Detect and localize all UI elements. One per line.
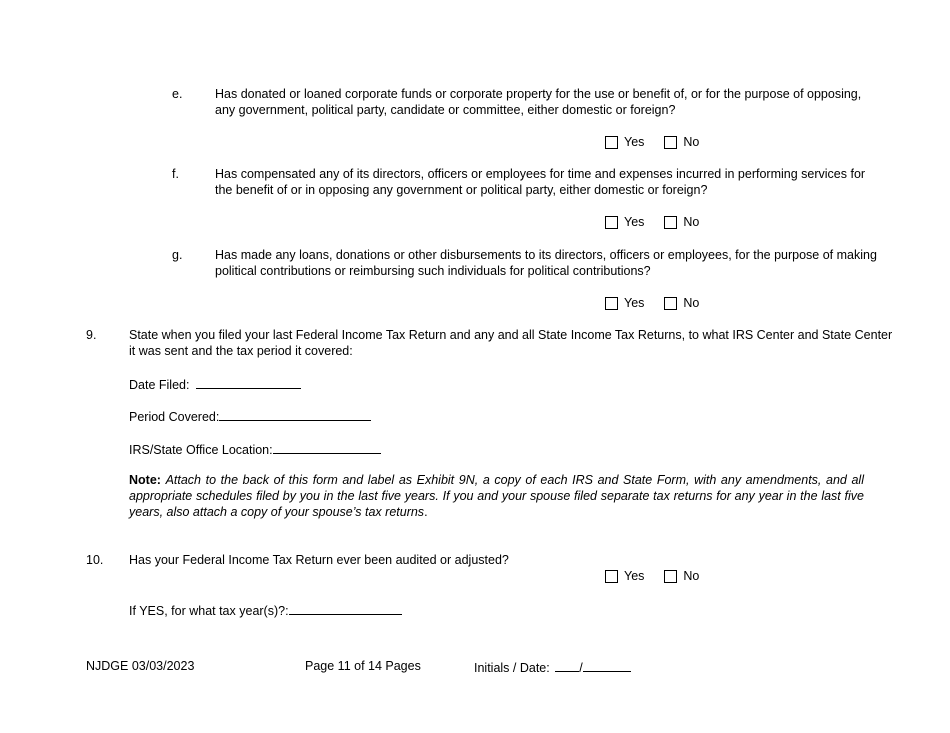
item-g-no-option[interactable]	[664, 296, 699, 310]
irs-location-field[interactable]	[273, 440, 381, 454]
irs-location-row	[129, 440, 381, 458]
initials-date-label: Initials / Date:	[474, 661, 550, 675]
yes-label: Yes	[624, 296, 645, 310]
item-g-text-line1: Has made any loans, donations or other disbursements to its directors, officers or employees, for the purpose of making	[215, 248, 877, 262]
item-g-no-checkbox[interactable]	[664, 297, 677, 310]
item-f-text-line2: the benefit of or in opposing any government or political party, either domestic or foreign?	[215, 183, 708, 197]
tax-years-field[interactable]	[289, 601, 402, 615]
item-g-yes-option[interactable]	[605, 296, 644, 310]
item-g-answer	[605, 295, 699, 311]
item-e-text-line1: Has donated or loaned corporate funds or corporate property for the use or benefit of, or for the purpose of opposing,	[215, 87, 862, 101]
question-10-number: 10.	[86, 553, 104, 567]
question-10-yes-option[interactable]	[605, 569, 644, 583]
question-10-answer	[605, 568, 699, 584]
question-10-no-option[interactable]	[664, 569, 699, 583]
item-e-letter: e.	[172, 87, 183, 101]
item-e-text-line2: any government, political party, candidate or committee, either domestic or foreign?	[215, 103, 676, 117]
footer-form-id: NJDGE 03/03/2023	[86, 659, 195, 673]
note-label: Note:	[129, 473, 161, 487]
initials-date-separator: /	[579, 661, 583, 675]
initials-field[interactable]	[555, 658, 579, 672]
yes-label: Yes	[624, 569, 645, 583]
question-9-text-line2: it was sent and the tax period it covered:	[129, 344, 353, 358]
yes-label: Yes	[624, 135, 645, 149]
item-g-yes-checkbox[interactable]	[605, 297, 618, 310]
no-label: No	[683, 296, 700, 310]
no-label: No	[683, 569, 700, 583]
item-e-no-checkbox[interactable]	[664, 136, 677, 149]
question-10-no-checkbox[interactable]	[664, 570, 677, 583]
note-text: Attach to the back of this form and label as Exhibit 9N, a copy of each IRS and State Form, with any amendments, and all appropriate schedules filed by you in the last five years. If you and your spouse filed separate tax returns for any year in the last five years, also attach a copy of your spouse’s tax returns	[129, 473, 864, 519]
item-f-letter: f.	[172, 167, 179, 181]
tax-years-label: If YES, for what tax year(s)?:	[129, 604, 289, 618]
item-f-yes-checkbox[interactable]	[605, 216, 618, 229]
question-9-number: 9.	[86, 328, 97, 342]
item-f-no-checkbox[interactable]	[664, 216, 677, 229]
item-g-letter: g.	[172, 248, 183, 262]
period-covered-row	[129, 407, 371, 425]
date-field[interactable]	[583, 658, 631, 672]
no-label: No	[683, 135, 700, 149]
yes-label: Yes	[624, 215, 645, 229]
item-e-no-option[interactable]	[664, 135, 699, 149]
question-9-text-line1: State when you filed your last Federal Income Tax Return and any and all State Income Tax Returns, to what IRS Center and State Center	[129, 328, 893, 342]
item-f-answer	[605, 214, 699, 230]
item-e-yes-option[interactable]	[605, 135, 644, 149]
question-10-text: Has your Federal Income Tax Return ever been audited or adjusted?	[129, 553, 509, 567]
item-f-yes-option[interactable]	[605, 215, 644, 229]
irs-location-label: IRS/State Office Location:	[129, 443, 273, 457]
footer-page-number: Page 11 of 14 Pages	[305, 659, 421, 673]
note-end: .	[424, 505, 428, 519]
item-f-text-line1: Has compensated any of its directors, officers or employees for time and expenses incurred in performing services for	[215, 167, 866, 181]
no-label: No	[683, 215, 700, 229]
item-e-answer	[605, 134, 699, 150]
date-filed-field[interactable]	[196, 375, 301, 389]
date-filed-row	[129, 375, 301, 393]
item-g-text-line2: political contributions or reimbursing such individuals for political contributions?	[215, 264, 651, 278]
tax-years-row	[129, 601, 402, 619]
item-f-no-option[interactable]	[664, 215, 699, 229]
item-e-yes-checkbox[interactable]	[605, 136, 618, 149]
question-10-yes-checkbox[interactable]	[605, 570, 618, 583]
exhibit-note	[129, 472, 864, 520]
footer-initials-date	[474, 658, 631, 676]
period-covered-label: Period Covered:	[129, 410, 220, 424]
period-covered-field[interactable]	[219, 407, 371, 421]
date-filed-label: Date Filed:	[129, 378, 190, 392]
